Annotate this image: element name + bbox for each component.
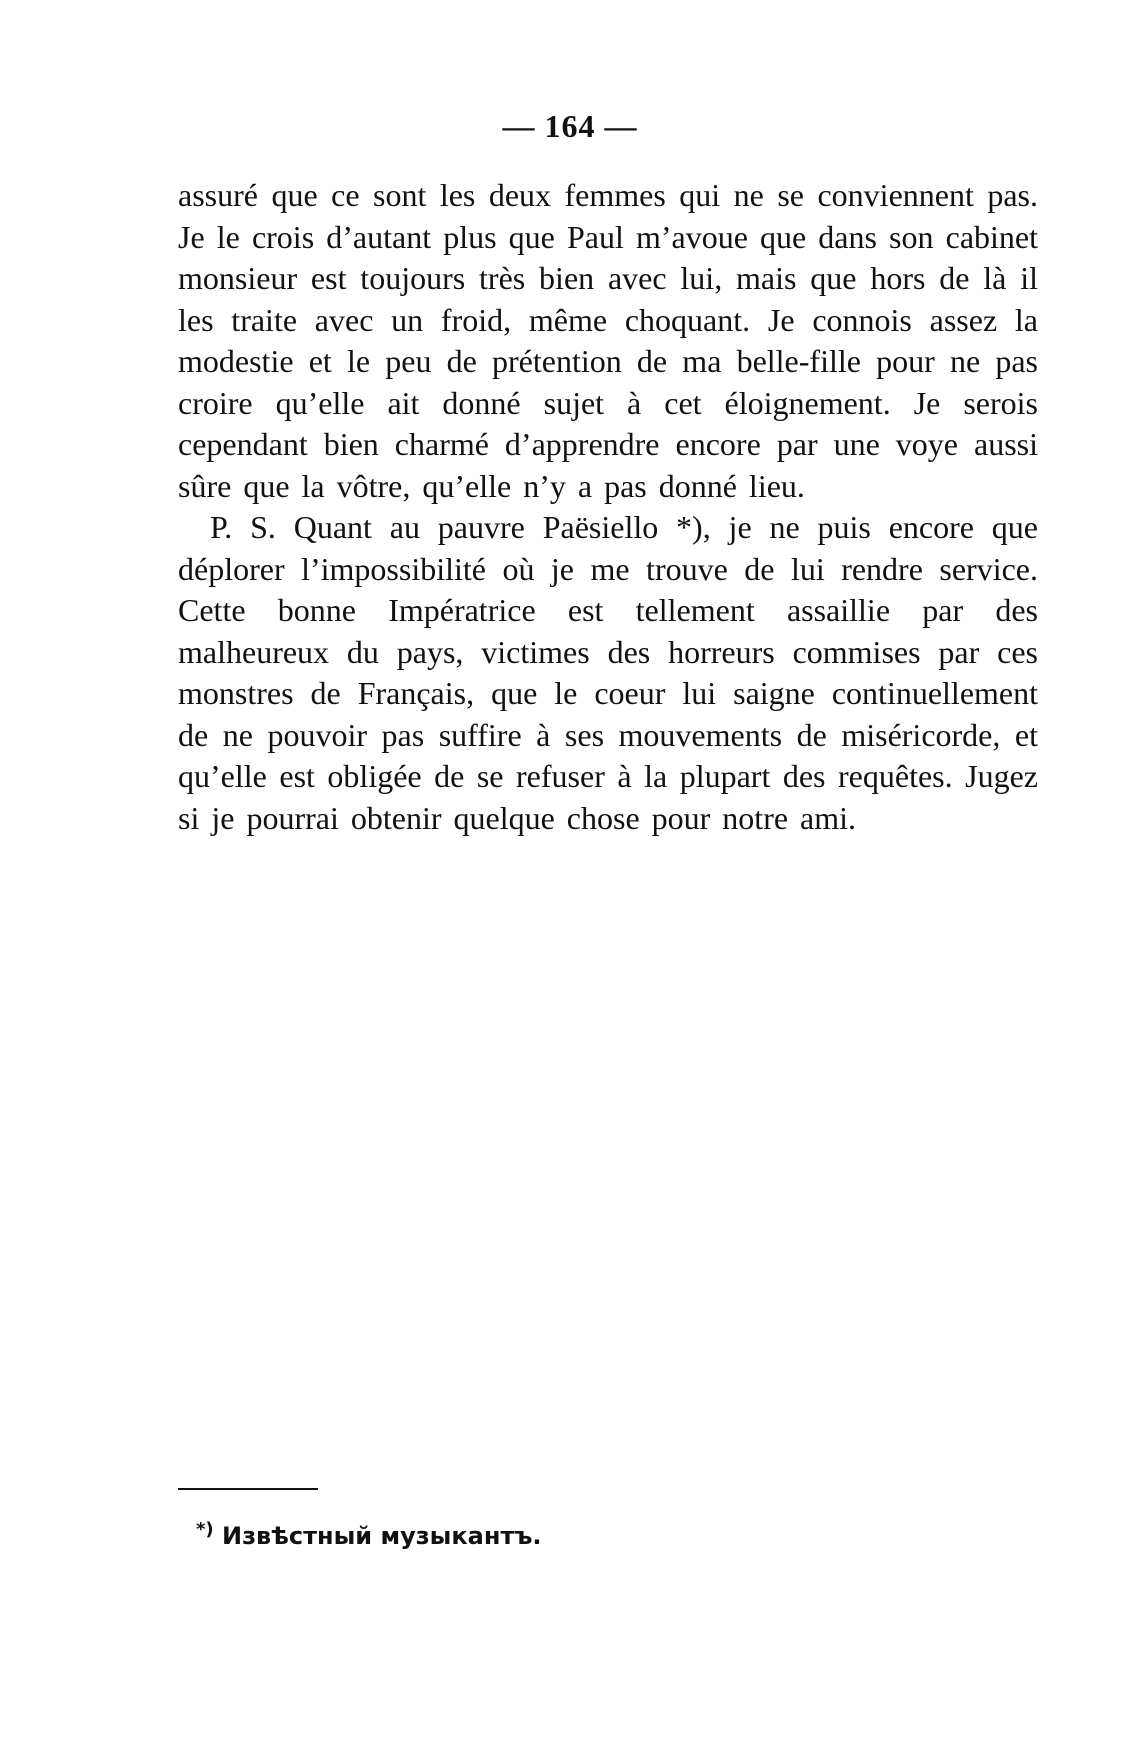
page-number: — 164 —	[502, 108, 638, 144]
footnote-divider	[178, 1488, 318, 1490]
body-text	[178, 175, 1038, 839]
footnote-marker: *)	[196, 1519, 214, 1540]
footnote-text: Извѣстный музыкантъ.	[222, 1522, 542, 1550]
paragraph-postscript: P. S. Quant au pauvre Paësiello *), je ne puis encore que déplorer l’impossibilité où je me trouve de lui rendre service. Cette bonne Impératrice est tellement assaillie par des malheureux du pays, victimes des horreurs commises par ces monstres de Français, que le coeur lui saigne continuellement de ne pouvoir pas suffire à ses mouvements de miséricorde, et qu’elle est obligée de se refuser à la plupart des requêtes. Jugez si je pourrai obtenir quelque chose pour notre ami.	[178, 509, 1038, 836]
paragraph-letter-ending: assuré que ce sont les deux femmes qui ne se conviennent pas. Je le crois d’autant plus que Paul m’avoue que dans son cabinet monsieur est toujours très bien avec lui, mais que hors de là il les traite avec un froid, même choquant. Je connois assez la modestie et le peu de prétention de ma belle-fille pour ne pas croire qu’elle ait donné sujet à cet éloignement. Je serois cependant bien charmé d’apprendre encore par une voye aussi sûre que la vôtre, qu’elle n’y a pas donné lieu.	[178, 177, 1038, 504]
footnote	[196, 1519, 542, 1550]
